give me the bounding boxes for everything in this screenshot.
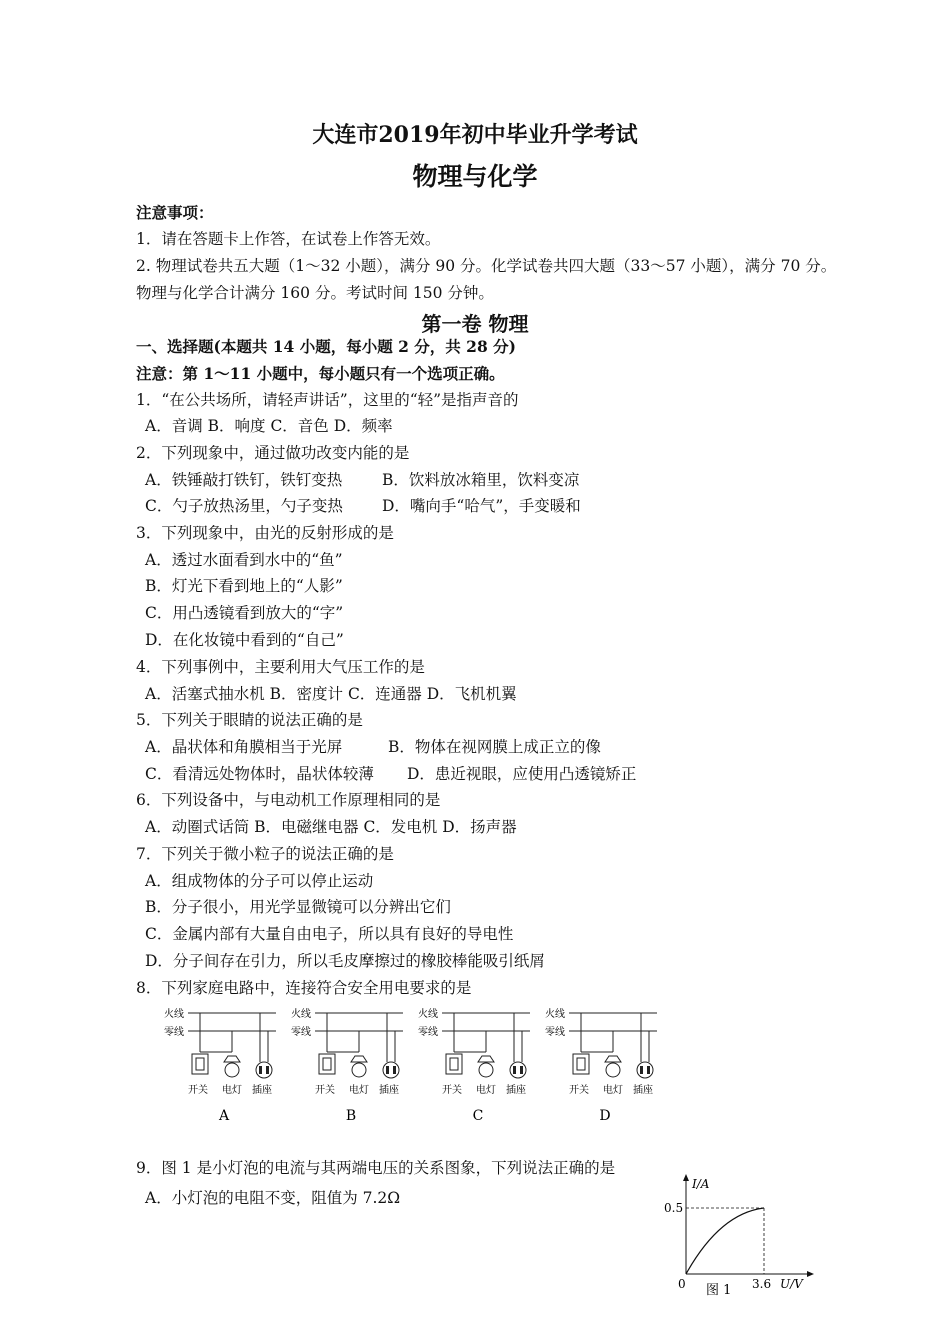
question-7: 7．下列关于微小粒子的说法正确的是 xyxy=(136,845,394,863)
socket-label: 插座 xyxy=(506,1085,526,1096)
lamp-bulb xyxy=(606,1063,620,1077)
question-5-option-d: D．患近视眼，应使用凸透镜矫正 xyxy=(407,765,637,783)
circuit-b xyxy=(291,1007,403,1124)
exam-subtitle: 物理与化学 xyxy=(412,162,538,191)
circuit-diagrams xyxy=(160,1000,660,1130)
lamp-bulb xyxy=(479,1063,493,1077)
socket-hole-right xyxy=(647,1066,650,1074)
question-5-option-a: A．晶状体和角膜相当于光屏 xyxy=(145,738,343,756)
graph-y-tick: 0.5 xyxy=(664,1201,684,1215)
question-5-option-c: C．看清远处物体时，晶状体较薄 xyxy=(145,765,374,783)
socket-label: 插座 xyxy=(633,1085,653,1096)
neutral-wire-label: 零线 xyxy=(545,1027,565,1038)
socket-face xyxy=(637,1062,653,1078)
circuit-c xyxy=(418,1007,530,1124)
circuit-option-label: B xyxy=(345,1108,357,1124)
socket-hole-left xyxy=(640,1066,643,1074)
question-3-option-d: D．在化妆镜中看到的“自己” xyxy=(145,631,344,649)
switch-toggle xyxy=(323,1058,331,1070)
question-6: 6．下列设备中，与电动机工作原理相同的是 xyxy=(136,791,441,809)
note-item-2: 2. 物理试卷共五大题（1～32 小题），满分 90 分。化学试卷共四大题（33～57 小题），满分 70 分。 xyxy=(136,257,837,275)
question-7-option-a: A．组成物体的分子可以停止运动 xyxy=(145,872,374,890)
question-2-option-b: B．饮料放冰箱里，饮料变凉 xyxy=(382,471,580,489)
socket-face xyxy=(510,1062,526,1078)
switch-label: 开关 xyxy=(442,1085,462,1096)
circuit-option-label: D xyxy=(599,1108,611,1124)
question-4: 4．下列事例中，主要利用大气压工作的是 xyxy=(136,658,425,676)
live-wire-label: 火线 xyxy=(164,1009,184,1020)
lamp-shade xyxy=(224,1056,240,1062)
lamp-label: 电灯 xyxy=(603,1085,623,1096)
switch-box xyxy=(446,1054,462,1074)
question-5-option-b: B．物体在视网膜上成正立的像 xyxy=(388,738,601,756)
question-9-option-a: A．小灯泡的电阻不变，阻值为 7.2Ω xyxy=(145,1189,401,1207)
switch-toggle xyxy=(196,1058,204,1070)
question-2-option-a: A．铁锤敲打铁钉，铁钉变热 xyxy=(145,471,343,489)
socket-hole-left xyxy=(386,1066,389,1074)
switch-label: 开关 xyxy=(188,1085,208,1096)
question-5: 5．下列关于眼睛的说法正确的是 xyxy=(136,711,363,729)
part-heading: 一、选择题(本题共 14 小题，每小题 2 分，共 28 分) xyxy=(136,337,516,356)
live-wire-label: 火线 xyxy=(291,1009,311,1020)
question-7-option-b: B．分子很小，用光学显微镜可以分辨出它们 xyxy=(145,898,451,916)
lamp-shade xyxy=(605,1056,621,1062)
graph-x-label: U/V xyxy=(780,1277,803,1291)
question-3-option-c: C．用凸透镜看到放大的“字” xyxy=(145,604,344,622)
section-title: 第一卷 物理 xyxy=(421,312,529,336)
question-2-option-d: D．嘴向手“哈气”，手变暖和 xyxy=(382,497,581,515)
socket-hole-left xyxy=(259,1066,262,1074)
graph-y-label: I/A xyxy=(692,1177,710,1191)
question-2: 2．下列现象中，通过做功改变内能的是 xyxy=(136,444,410,462)
switch-label: 开关 xyxy=(315,1085,335,1096)
socket-label: 插座 xyxy=(379,1085,399,1096)
circuit-option-label: A xyxy=(218,1108,230,1124)
switch-toggle xyxy=(577,1058,585,1070)
socket-face xyxy=(383,1062,399,1078)
graph-origin: 0 xyxy=(678,1277,686,1291)
lamp-label: 电灯 xyxy=(349,1085,369,1096)
live-wire-label: 火线 xyxy=(418,1009,438,1020)
exam-title: 大连市2019年初中毕业升学考试 xyxy=(312,122,638,148)
question-3-option-b: B．灯光下看到地上的“人影” xyxy=(145,577,343,595)
circuit-d xyxy=(545,1007,657,1124)
note-item-1: 1．请在答题卡上作答，在试卷上作答无效。 xyxy=(136,230,441,248)
switch-toggle xyxy=(450,1058,458,1070)
socket-hole-right xyxy=(520,1066,523,1074)
live-wire-label: 火线 xyxy=(545,1009,565,1020)
question-7-option-d: D．分子间存在引力，所以毛皮摩擦过的橡胶棒能吸引纸屑 xyxy=(145,952,545,970)
neutral-wire-label: 零线 xyxy=(291,1027,311,1038)
note-item-2-cont: 物理与化学合计满分 160 分。考试时间 150 分钟。 xyxy=(136,284,494,302)
question-2-option-c: C．勺子放热汤里，勺子变热 xyxy=(145,497,343,515)
switch-box xyxy=(192,1054,208,1074)
question-6-options: A．动圈式话筒 B．电磁继电器 C．发电机 D．扬声器 xyxy=(145,818,517,836)
question-9: 9．图 1 是小灯泡的电流与其两端电压的关系图象，下列说法正确的是 xyxy=(136,1159,616,1177)
part-note: 注意：第 1～11 小题中，每小题只有一个选项正确。 xyxy=(136,364,505,383)
lamp-bulb xyxy=(225,1063,239,1077)
lamp-shade xyxy=(478,1056,494,1062)
question-1: 1．“在公共场所，请轻声讲话”，这里的“轻”是指声音的 xyxy=(136,391,519,409)
graph-x-tick: 3.6 xyxy=(752,1277,772,1291)
question-4-options: A．活塞式抽水机 B．密度计 C．连通器 D．飞机机翼 xyxy=(145,685,517,703)
lamp-label: 电灯 xyxy=(222,1085,242,1096)
switch-box xyxy=(319,1054,335,1074)
notes-heading: 注意事项： xyxy=(136,203,214,222)
question-1-options: A．音调 B．响度 C．音色 D．频率 xyxy=(145,417,393,435)
lamp-shade xyxy=(351,1056,367,1062)
neutral-wire-label: 零线 xyxy=(164,1027,184,1038)
iu-graph xyxy=(660,1170,820,1300)
socket-hole-right xyxy=(266,1066,269,1074)
circuit-option-label: C xyxy=(472,1108,484,1124)
lamp-bulb xyxy=(352,1063,366,1077)
y-axis-arrow xyxy=(683,1174,689,1181)
socket-label: 插座 xyxy=(252,1085,272,1096)
socket-face xyxy=(256,1062,272,1078)
iu-curve xyxy=(686,1208,764,1274)
question-7-option-c: C．金属内部有大量自由电子，所以具有良好的导电性 xyxy=(145,925,514,943)
switch-box xyxy=(573,1054,589,1074)
question-8: 8．下列家庭电路中，连接符合安全用电要求的是 xyxy=(136,979,472,997)
graph-caption: 图 1 xyxy=(706,1283,732,1298)
socket-hole-right xyxy=(393,1066,396,1074)
socket-hole-left xyxy=(513,1066,516,1074)
switch-label: 开关 xyxy=(569,1085,589,1096)
question-3-option-a: A．透过水面看到水中的“鱼” xyxy=(145,551,343,569)
circuit-a xyxy=(164,1007,276,1124)
question-3: 3．下列现象中，由光的反射形成的是 xyxy=(136,524,394,542)
lamp-label: 电灯 xyxy=(476,1085,496,1096)
neutral-wire-label: 零线 xyxy=(418,1027,438,1038)
x-axis-arrow xyxy=(807,1271,814,1277)
